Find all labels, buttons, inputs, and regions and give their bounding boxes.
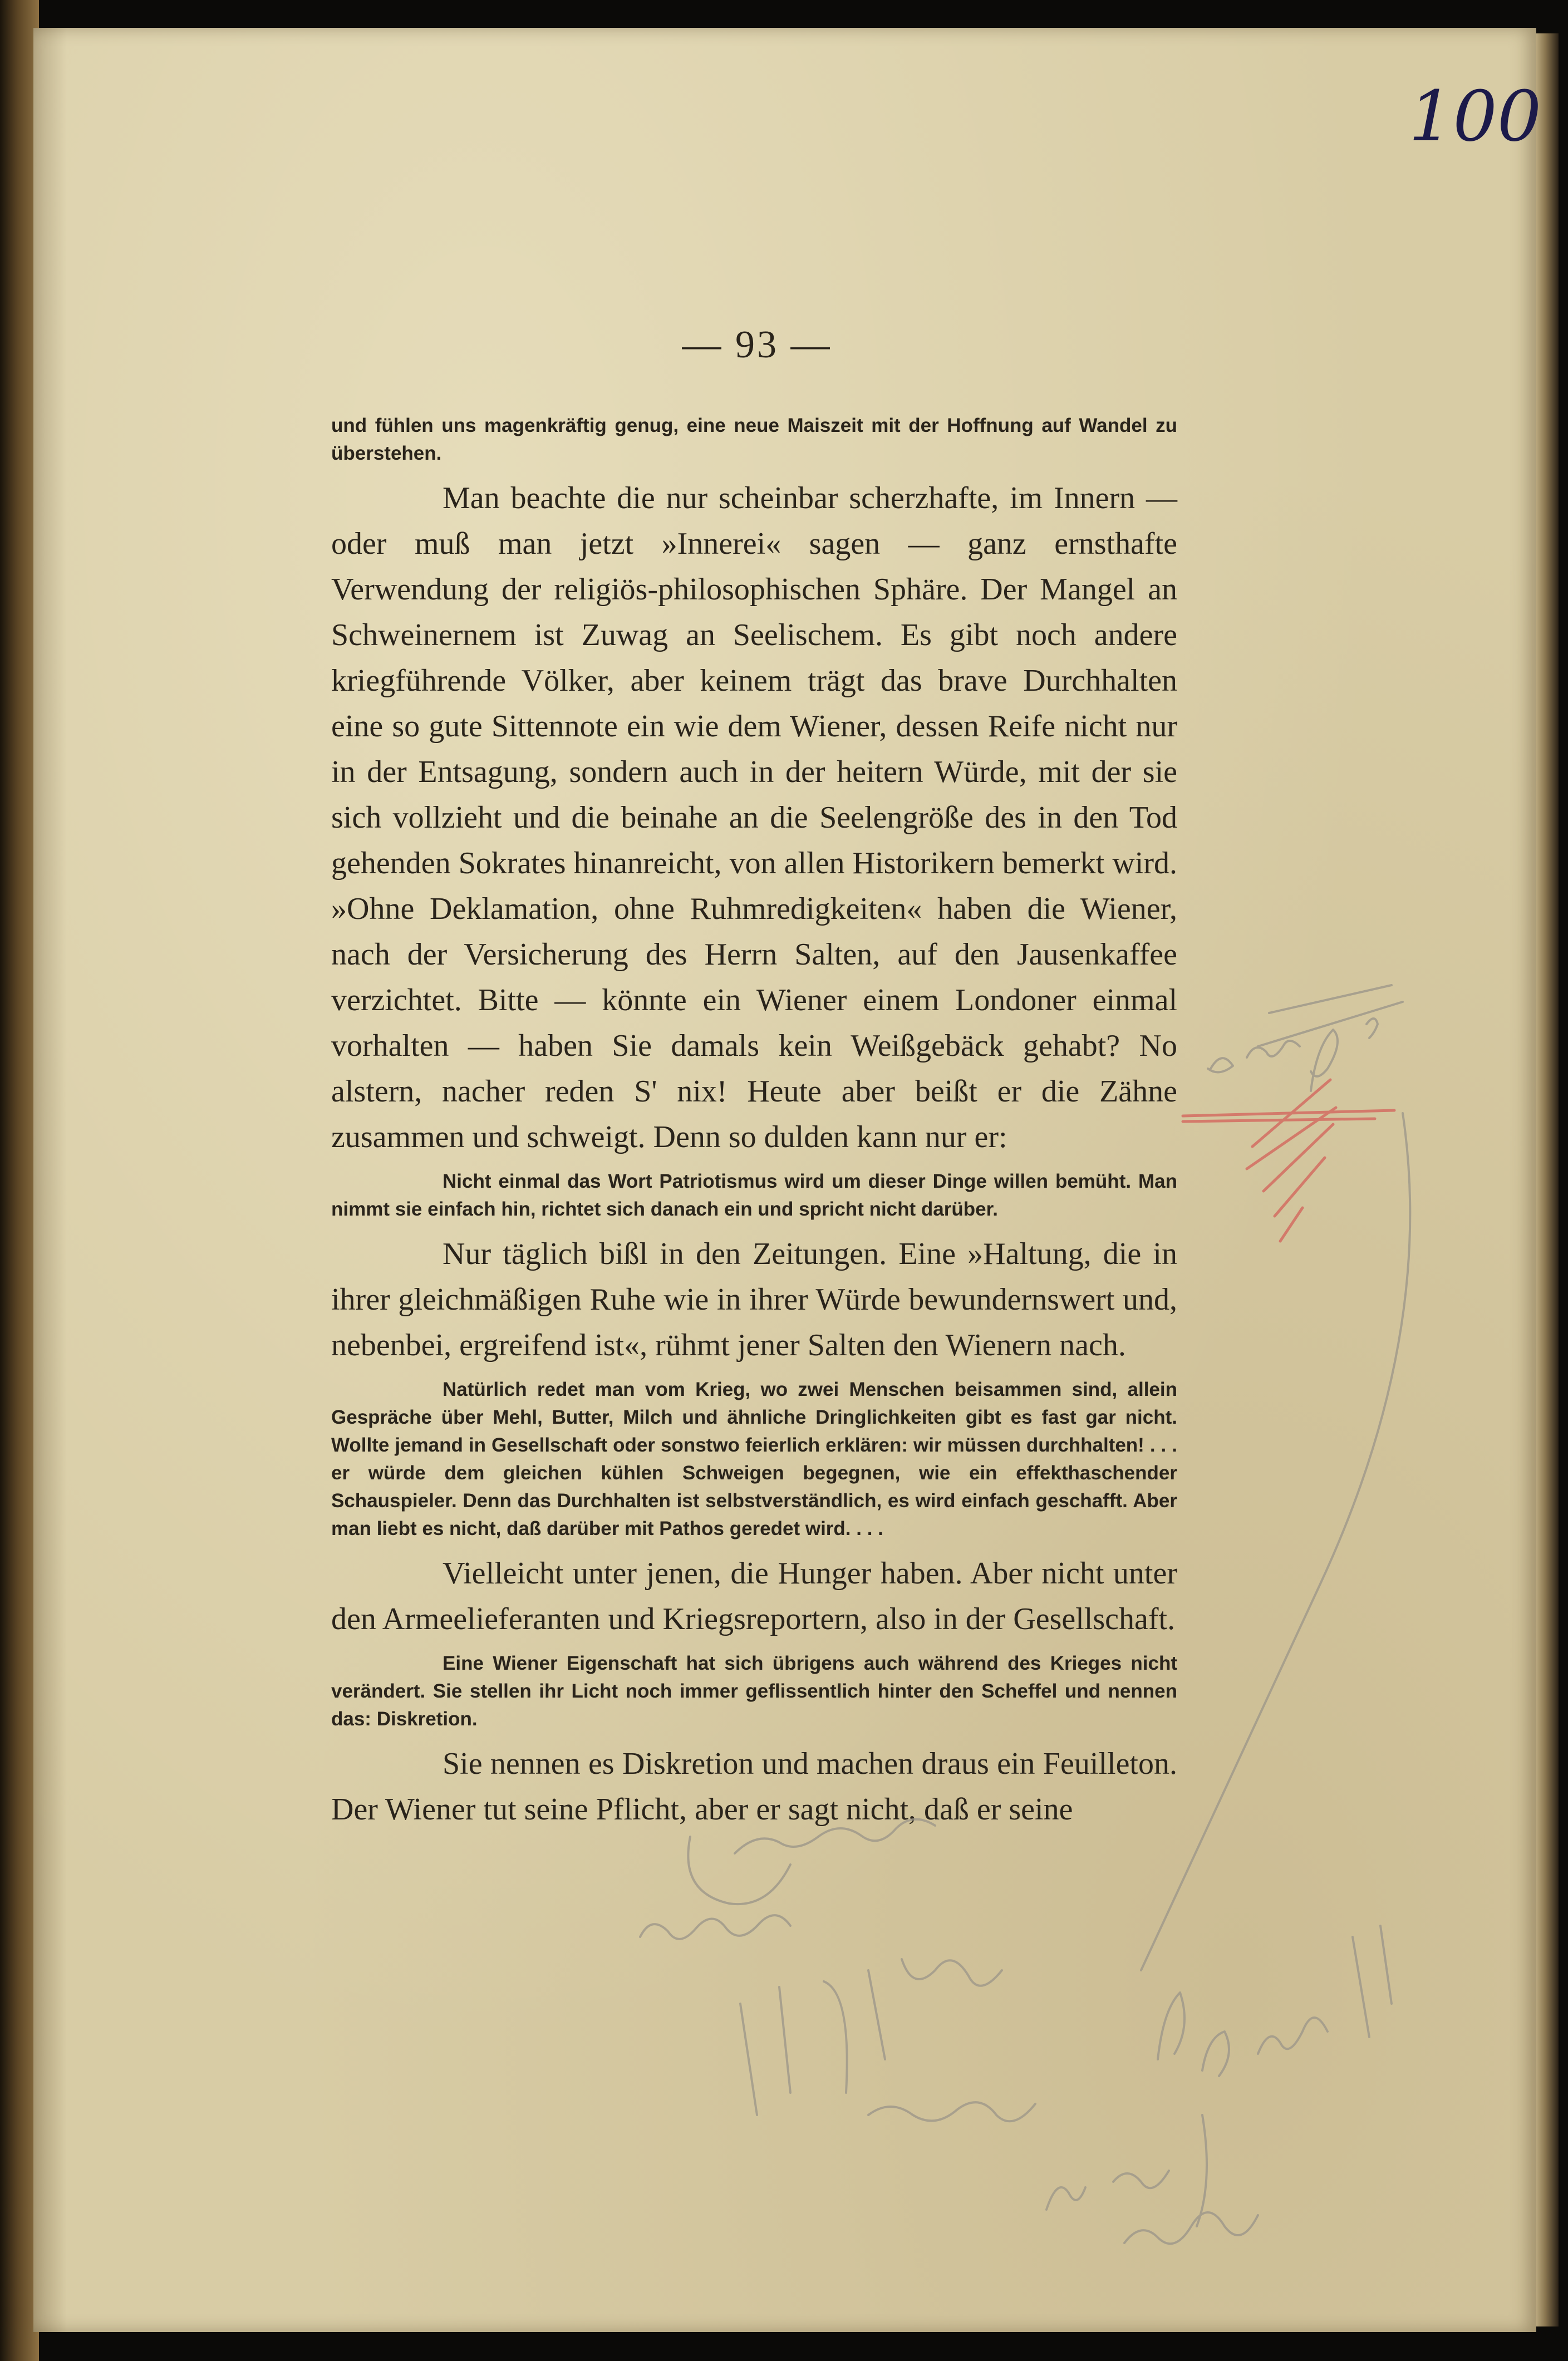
quote-paragraph: Eine Wiener Eigenschaft hat sich übrigens auch während des Krieges nicht verändert. Sie stellen ihr Licht noch immer geflissentlich hinter den Scheffel und nennen das: Diskretion. <box>331 1652 1177 1730</box>
paragraph: Vielleicht unter jenen, die Hunger haben. Aber nicht unter den Armeelieferanten und Kriegsreportern, also in der Gesellschaft. <box>331 1556 1177 1636</box>
page-edge <box>1536 33 1559 2326</box>
page-number: — 93 — <box>682 323 832 366</box>
document-page <box>33 28 1542 2332</box>
paragraph-continuation: und fühlen uns magenkräftig genug, eine neue Maiszeit mit der Hoffnung auf Wandel zu überstehen. <box>331 415 1177 464</box>
handwritten-folio-number: 100 <box>1408 76 1542 157</box>
paragraph: Nur täglich bißl in den Zeitungen. Eine »Haltung, die in ihrer gleichmäßigen Ruhe wie in ihrer Würde bewundernswert und, nebenbei, ergreifend ist«, rühmt jener Salten den Wienern nach. <box>331 1237 1177 1363</box>
body-text <box>331 412 1177 1832</box>
quote-paragraph: Natürlich redet man vom Krieg, wo zwei Menschen beisammen sind, allein Gespräche über Mehl, Butter, Milch und ähnliche Dringlichkeiten gibt es fast gar nicht. Wollte jemand in Gesellschaft oder sonstwo feierlich erklären: wir müssen durchhalten! . . . er würde dem gleichen kühlen Schweigen begegnen, wie ein effekthaschender Schauspieler. Denn das Durchhalten ist selbstverständlich, es wird einfach geschafft. Aber man liebt es nicht, daß darüber mit Pathos geredet wird. . . . <box>331 1379 1177 1539</box>
paragraph: Man beachte die nur scheinbar scherzhafte, im Innern — oder muß man jetzt »Innerei« sagen — ganz ernsthafte Verwendung der religiös-philosophischen Sphäre. Der Mangel an Schweinernem ist Zuwag an Seelischem. Es gibt noch andere kriegführende Völker, aber keinem trägt das brave Durchhalten eine so gute Sittennote ein wie dem Wiener, dessen Reife nicht nur in der Entsagung, sondern auch in der heitern Würde, mit der sie sich vollzieht und die beinahe an die Seelengröße des in den Tod gehenden Sokrates hinanreicht, von allen Historikern bemerkt wird. »Ohne Deklamation, ohne Ruhmredigkeiten« haben die Wiener, nach der Versicherung des Herrn Salten, auf den Jausenkaffee verzichtet. Bitte — könnte ein Wiener einem Londoner einmal vorhalten — haben Sie damals kein Weißgebäck gehabt? No alstern, nacher reden S' nix! Heute aber beißt er die Zähne zusammen und schweigt. Denn so dulden kann nur er: <box>331 481 1177 1154</box>
quote-paragraph: Nicht einmal das Wort Patriotismus wird um dieser Dinge willen bemüht. Man nimmt sie einfach hin, richtet sich danach ein und spricht nicht darüber. <box>331 1170 1177 1220</box>
paragraph: Sie nennen es Diskretion und machen draus ein Feuilleton. Der Wiener tut seine Pflicht, aber er sagt nicht, daß er seine <box>331 1747 1177 1827</box>
